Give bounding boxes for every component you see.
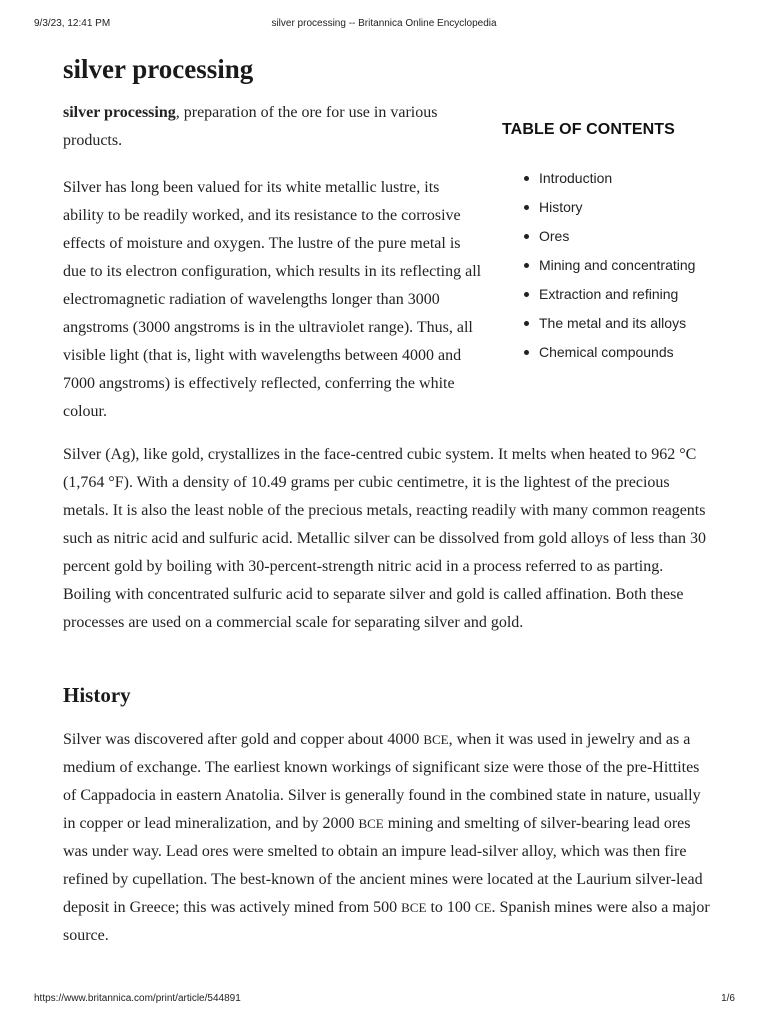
era-abbreviation: BCE <box>358 816 384 831</box>
bullet-icon <box>524 176 529 181</box>
toc-item-label[interactable]: Introduction <box>539 170 613 186</box>
history-paragraph <box>63 726 713 950</box>
toc-item-label[interactable]: Ores <box>539 228 570 244</box>
toc-item-extraction[interactable] <box>502 280 695 309</box>
bullet-icon <box>524 292 529 297</box>
print-url[interactable]: https://www.britannica.com/print/article/544891 <box>34 993 241 1004</box>
history-text: . Spanish mines were also a major source. <box>63 899 710 944</box>
page-number: 1/6 <box>721 993 735 1004</box>
intro-term: silver processing <box>63 104 176 121</box>
print-datetime: 9/3/23, 12:41 PM <box>34 18 111 29</box>
toc-heading: TABLE OF CONTENTS <box>502 121 675 138</box>
toc-list <box>502 164 695 367</box>
toc-item-compounds[interactable] <box>502 338 695 367</box>
history-text: mining and smelting of silver-bearing lead ores was under way. Lead ores were smelted to obtain an impure lead-silver alloy, which was then fire refined by cupellation. The best-known of the ancient mines were located at the Laurium silver-lead deposit in Greece; this was actively mined from 500 <box>63 815 703 916</box>
toc-item-metal-alloys[interactable] <box>502 309 695 338</box>
era-abbreviation: CE <box>474 900 492 915</box>
toc-item-label[interactable]: Extraction and refining <box>539 286 679 302</box>
history-heading: History <box>63 683 131 707</box>
table-of-contents <box>502 118 742 360</box>
print-header <box>0 18 768 32</box>
article-title: silver processing <box>63 54 254 84</box>
toc-item-label[interactable]: History <box>539 199 583 215</box>
toc-item-ores[interactable] <box>502 222 695 251</box>
era-abbreviation: BCE <box>401 900 427 915</box>
history-text: Silver was discovered after gold and copper about 4000 <box>63 731 424 748</box>
bullet-icon <box>524 205 529 210</box>
print-page-title: silver processing -- Britannica Online Encyclopedia <box>271 18 497 29</box>
print-footer <box>0 993 768 1007</box>
era-abbreviation: BCE <box>423 732 449 747</box>
toc-item-history[interactable] <box>502 193 695 222</box>
intro-text: , preparation of the ore for use in various products. <box>63 104 438 149</box>
toc-item-label[interactable]: The metal and its alloys <box>539 315 687 331</box>
toc-item-mining[interactable] <box>502 251 695 280</box>
properties-paragraph: Silver (Ag), like gold, crystallizes in the face-centred cubic system. It melts when heated to 962 °C (1,764 °F). With a density of 10.49 grams per cubic centimetre, it is the lightest of the precious metals. It is also the least noble of the precious metals, reacting readily with many common reagents such as nitric acid and sulfuric acid. Metallic silver can be dissolved from gold alloys of less than 30 percent gold by boiling with 30-percent-strength nitric acid in a process referred to as parting. Boiling with concentrated sulfuric acid to separate silver and gold is called affination. Both these processes are used on a commercial scale for separating silver and gold. <box>63 446 706 631</box>
toc-item-introduction[interactable] <box>502 164 695 193</box>
bullet-icon <box>524 321 529 326</box>
history-text: , when it was used in jewelry and as a medium of exchange. The earliest known workings of significant size were those of the pre-Hittites of Cappadocia in eastern Anatolia. Silver is generally found in the combined state in nature, usually in copper or lead mineralization, and by 2000 <box>63 731 701 832</box>
toc-item-label[interactable]: Chemical compounds <box>539 344 674 360</box>
intro-paragraph <box>63 99 473 155</box>
bullet-icon <box>524 234 529 239</box>
toc-item-label[interactable]: Mining and concentrating <box>539 257 696 273</box>
lustre-paragraph: Silver has long been valued for its white metallic lustre, its ability to be readily worked, and its resistance to the corrosive effects of moisture and oxygen. The lustre of the pure metal is due to its electron configuration, which results in its reflecting all electromagnetic radiation of wavelengths longer than 3000 angstroms (3000 angstroms is in the ultraviolet range). Thus, all visible light (that is, light with wavelengths between 4000 and 7000 angstroms) is effectively reflected, conferring the white colour. <box>63 179 482 420</box>
bullet-icon <box>524 263 529 268</box>
history-text: to 100 <box>426 899 475 916</box>
bullet-icon <box>524 350 529 355</box>
